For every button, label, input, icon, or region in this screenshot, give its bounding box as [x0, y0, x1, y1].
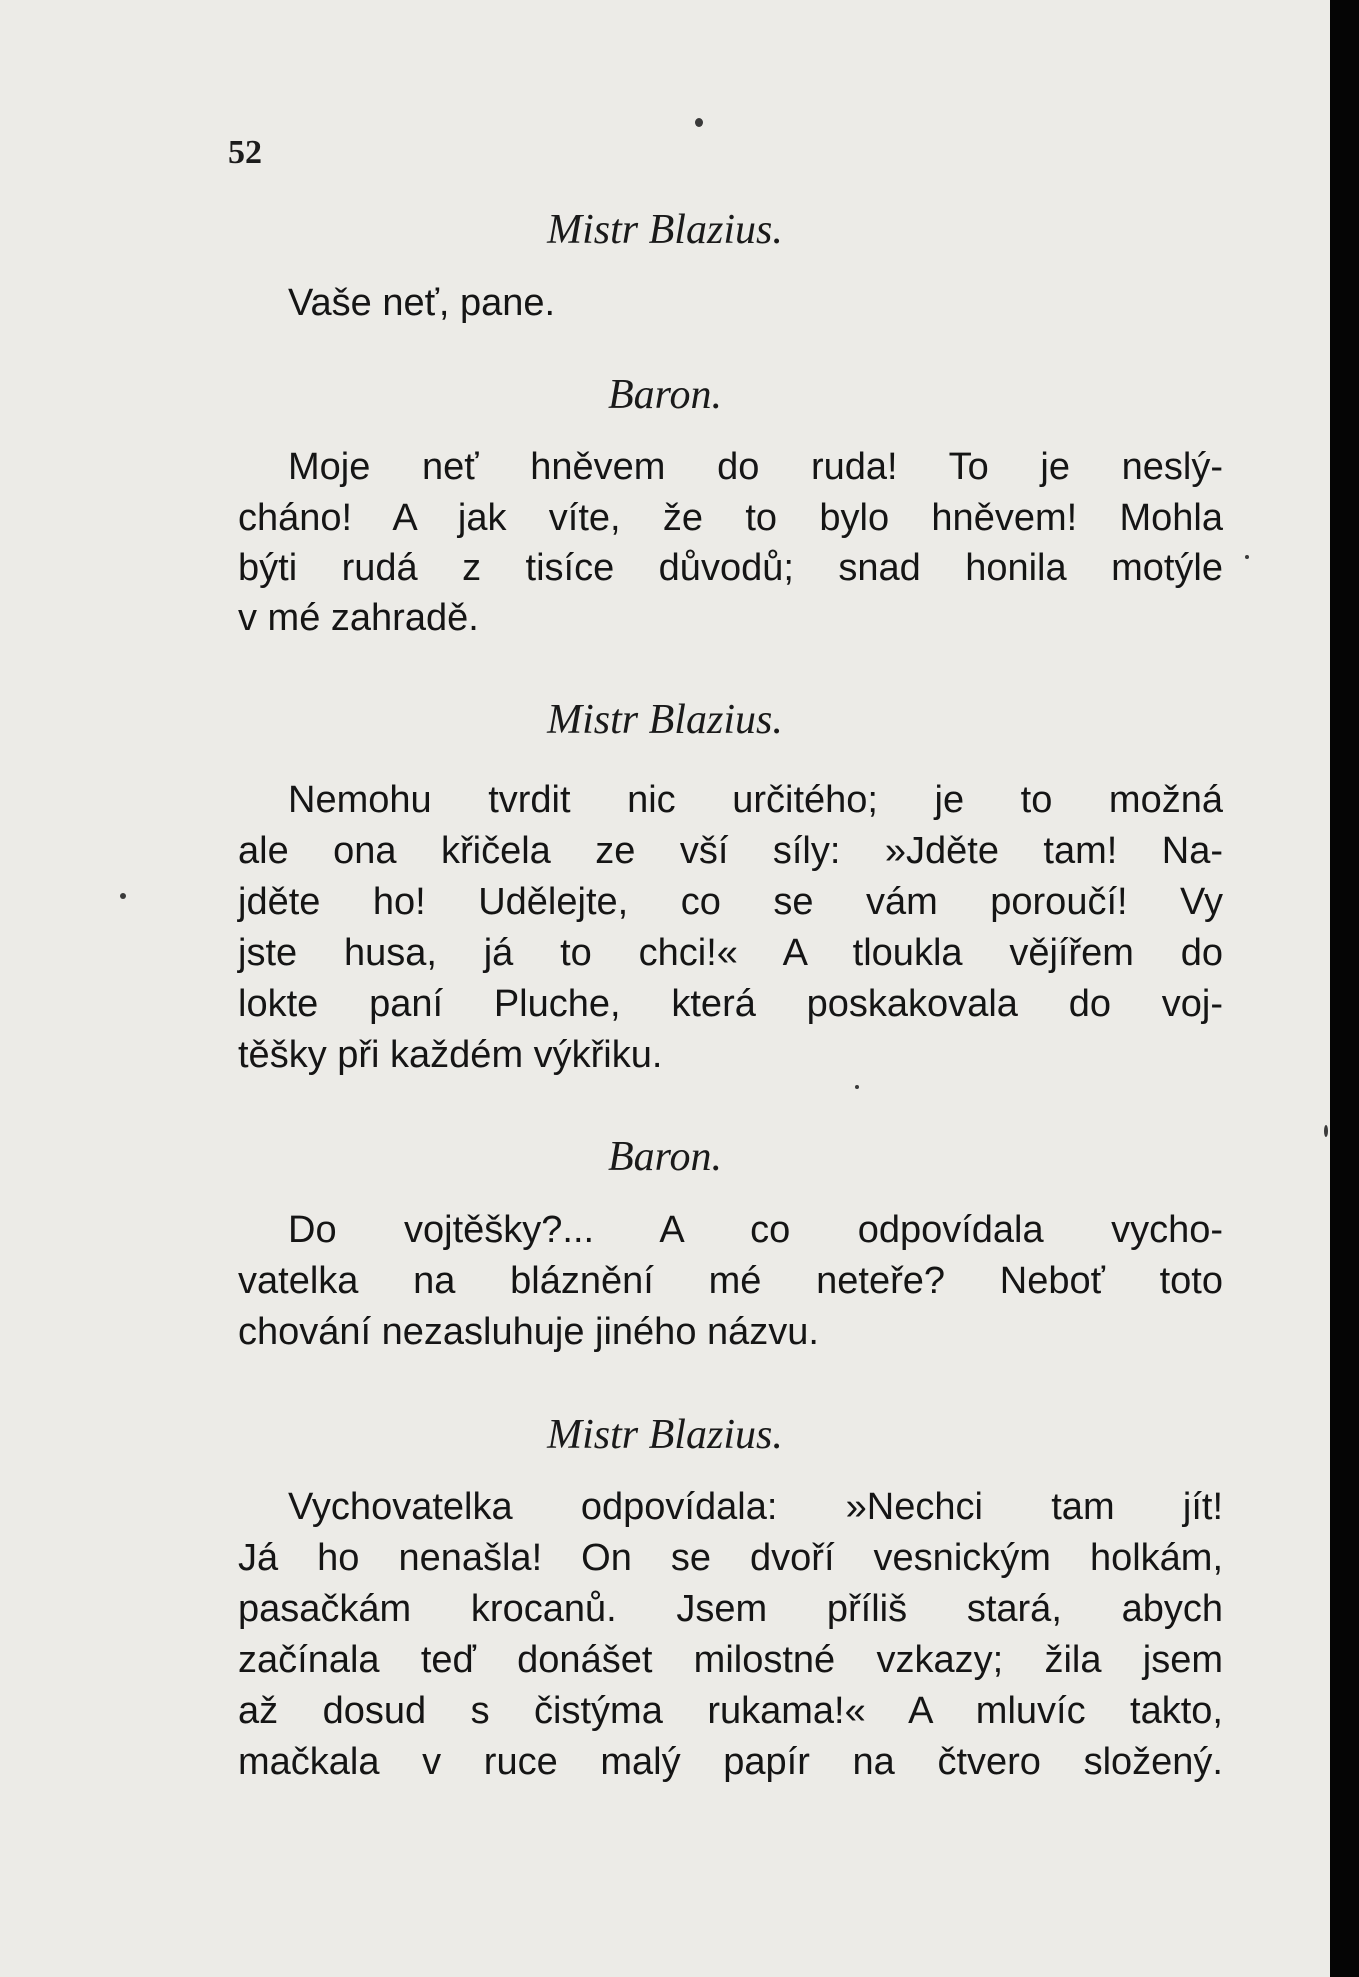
scan-speck	[855, 1085, 859, 1089]
dialogue-line: Nemohu tvrdit nic určitého; je to možná	[288, 779, 1223, 821]
speaker-heading: Baron.	[608, 1134, 722, 1180]
dialogue-line: Já ho nenašla! On se dvoří vesnickým holkám,	[238, 1537, 1223, 1579]
page-number: 52	[228, 134, 262, 171]
dialogue-line: těšky při každém výkřiku.	[238, 1034, 663, 1076]
dialogue-line: jděte ho! Udělejte, co se vám poroučí! Vy	[238, 881, 1223, 923]
dialogue-line: Vaše neť, pane.	[288, 282, 556, 324]
dialogue-line: chování nezasluhuje jiného názvu.	[238, 1311, 819, 1353]
speaker-heading: Mistr Blazius.	[547, 1412, 783, 1458]
dialogue-line: začínala teď donášet milostné vzkazy; žila jsem	[238, 1639, 1223, 1681]
dialogue-line: Vychovatelka odpovídala: »Nechci tam jít!	[288, 1486, 1223, 1528]
dialogue-line: až dosud s čistýma rukama!« A mluvíc takto,	[238, 1690, 1223, 1732]
scan-speck	[695, 118, 703, 127]
dialogue-line: ale ona křičela ze vší síly: »Jděte tam! Na-	[238, 830, 1223, 872]
dialogue-line: jste husa, já to chci!« A tloukla vějířem do	[238, 932, 1223, 974]
dialogue-line: vatelka na bláznění mé neteře? Neboť toto	[238, 1260, 1223, 1302]
dialogue-line: Moje neť hněvem do ruda! To je neslý-	[288, 446, 1223, 488]
scan-speck	[120, 893, 126, 899]
dialogue-line: v mé zahradě.	[238, 597, 479, 639]
scan-right-edge	[1330, 0, 1359, 1977]
dialogue-line: Do vojtěšky?... A co odpovídala vycho-	[288, 1209, 1223, 1251]
scan-speck	[1245, 555, 1249, 559]
speaker-heading: Baron.	[608, 372, 722, 418]
dialogue-line: cháno! A jak víte, že to bylo hněvem! Mohla	[238, 497, 1223, 539]
dialogue-line: mačkala v ruce malý papír na čtvero složený.	[238, 1741, 1223, 1783]
dialogue-line: býti rudá z tisíce důvodů; snad honila motýle	[238, 547, 1223, 589]
speaker-heading: Mistr Blazius.	[547, 207, 783, 253]
speaker-heading: Mistr Blazius.	[547, 697, 783, 743]
dialogue-line: lokte paní Pluche, která poskakovala do voj-	[238, 983, 1223, 1025]
dialogue-line: pasačkám krocanů. Jsem příliš stará, abych	[238, 1588, 1223, 1630]
